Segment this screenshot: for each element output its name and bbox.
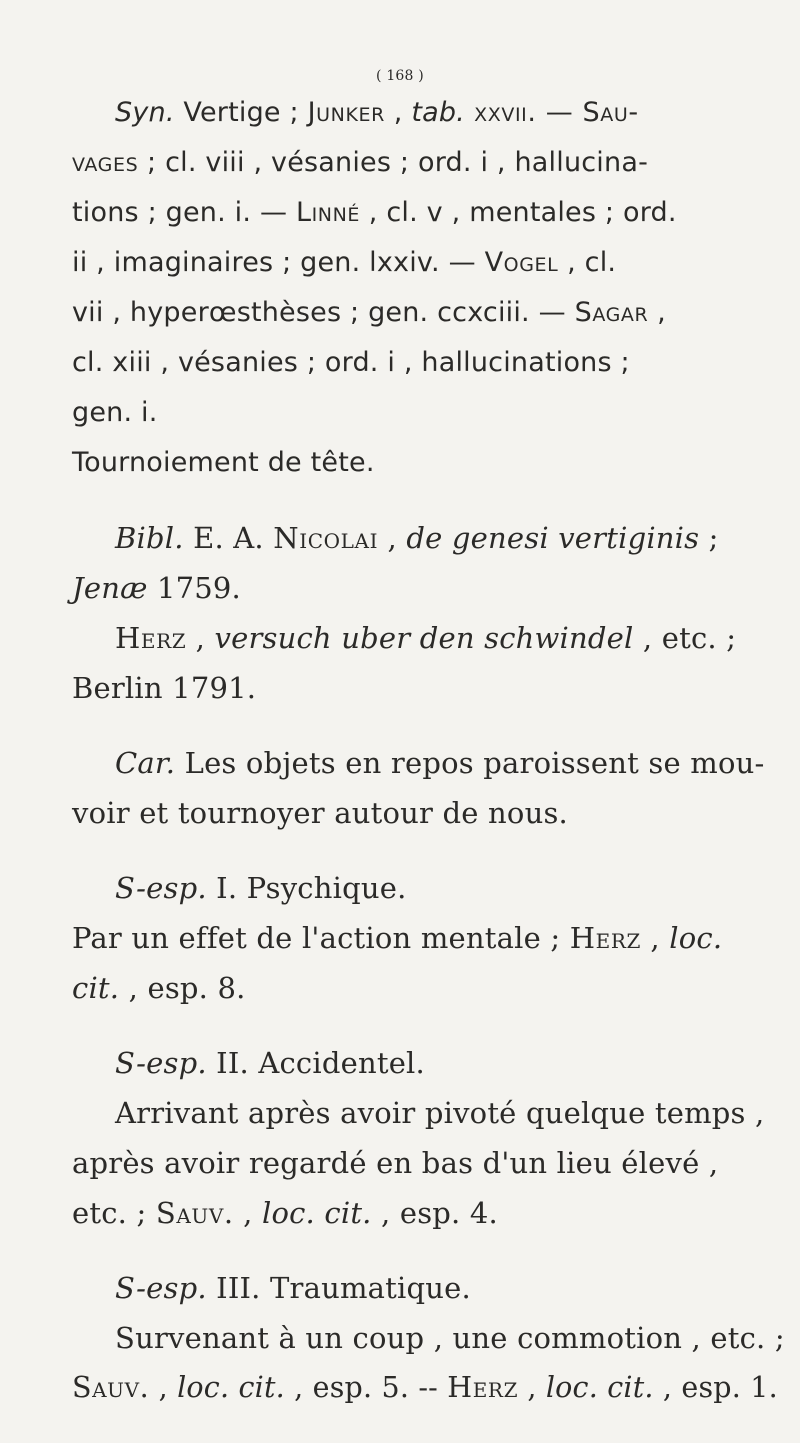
author-sauvages: Sauv. (155, 1196, 234, 1230)
text: ii , imaginaires ; gen. lxxiv. — (72, 247, 485, 278)
text: , esp. 4. (371, 1196, 498, 1230)
text: 1759. (147, 571, 241, 605)
car-label: Car. (115, 746, 176, 780)
text: etc. ; (72, 1196, 156, 1230)
author-sauvages: Sauv. (72, 1371, 150, 1404)
place-jenae: Jenæ (72, 571, 148, 605)
species-3-line-2: Survenant à un coup , une commotion , etc. ; (115, 1321, 785, 1355)
bibl-line-1 (115, 520, 719, 556)
text: , cl. v , mentales ; ord. (360, 197, 677, 228)
car-line-2: voir et tournoyer autour de nous. (72, 796, 568, 830)
page-number: ( 168 ) (376, 68, 424, 84)
syn-line-1 (115, 95, 639, 131)
text: , etc. ; (633, 621, 737, 655)
car-line-1 (115, 745, 765, 781)
syn-line-8: Tournoiement de tête. (72, 447, 375, 478)
text: , esp. 8. (119, 971, 246, 1005)
text: E. A. (183, 521, 274, 555)
text: , (384, 97, 412, 128)
author-sauvages-cont: vages (72, 147, 139, 178)
author-herz: Herz (447, 1371, 519, 1404)
title-versuch: versuch uber den schwindel (214, 621, 634, 655)
syn-line-5 (72, 295, 666, 331)
bibl-line-2 (72, 570, 241, 606)
text: , (648, 297, 666, 328)
text: ; cl. viii , vésanies ; ord. i , hallucina- (138, 147, 649, 178)
text-italic: loc. cit. (545, 1371, 654, 1404)
author-vogel: Vogel (484, 247, 559, 278)
text: , (641, 921, 670, 955)
syn-label: Syn. (115, 97, 175, 128)
author-sauvages: Sau- (582, 97, 639, 128)
text: II. Accidentel. (206, 1046, 425, 1080)
species-2-heading (115, 1045, 425, 1081)
text: , (518, 1371, 546, 1404)
author-juncker: Junker (307, 97, 385, 128)
species-1-line-2 (72, 920, 722, 956)
author-herz: Herz (115, 621, 187, 655)
species-label: S-esp. (115, 871, 207, 905)
species-1-line-3 (72, 970, 246, 1006)
author-linne: Linné (295, 197, 361, 228)
text: , (149, 1371, 178, 1404)
syn-line-2 (72, 145, 648, 181)
syn-line-7: gen. i. (72, 397, 158, 428)
species-1-heading (115, 870, 407, 906)
text: Vertige ; (174, 97, 308, 128)
syn-line-6: cl. xiii , vésanies ; ord. i , hallucinations ; (72, 347, 630, 378)
title-de-genesi: de genesi vertiginis (406, 521, 700, 555)
text: III. Traumatique. (206, 1271, 471, 1305)
syn-line-4 (72, 245, 616, 281)
author-nicolai: Nicolai (273, 521, 379, 555)
text: Par un effet de l'action mentale ; (72, 921, 570, 955)
text: , cl. (558, 247, 617, 278)
text: I. Psychique. (206, 871, 407, 905)
text: vii , hyperœsthèses ; gen. ccxciii. — (72, 297, 575, 328)
text: , (378, 521, 407, 555)
author-herz: Herz (569, 921, 641, 955)
bibl-line-3 (115, 620, 736, 656)
text-italic: loc. (669, 921, 723, 955)
text: ; (699, 521, 719, 555)
text: , (233, 1196, 262, 1230)
text-italic: cit. (72, 971, 120, 1005)
species-3-heading (115, 1270, 471, 1306)
text: , esp. 5. -- (284, 1371, 448, 1404)
author-sagar: Sagar (574, 297, 649, 328)
syn-line-3 (72, 195, 677, 231)
text: xxvii. — (464, 97, 583, 128)
text-italic: tab. (411, 97, 465, 128)
bibl-line-4: Berlin 1791. (72, 671, 257, 705)
species-2-line-4 (72, 1195, 498, 1231)
species-2-line-2: Arrivant après avoir pivoté quelque temps , (115, 1096, 765, 1130)
species-label: S-esp. (115, 1271, 207, 1305)
text: , esp. 1. (653, 1371, 778, 1404)
text: Les objets en repos paroissent se mou- (175, 746, 765, 780)
text: , (186, 621, 215, 655)
text: tions ; gen. i. — (72, 197, 296, 228)
species-label: S-esp. (115, 1046, 207, 1080)
species-2-line-3: après avoir regardé en bas d'un lieu élevé , (72, 1146, 719, 1180)
text-italic: loc. cit. (177, 1371, 285, 1404)
bibl-label: Bibl. (115, 521, 184, 555)
species-3-line-3 (72, 1370, 778, 1406)
text-italic: loc. cit. (261, 1196, 372, 1230)
